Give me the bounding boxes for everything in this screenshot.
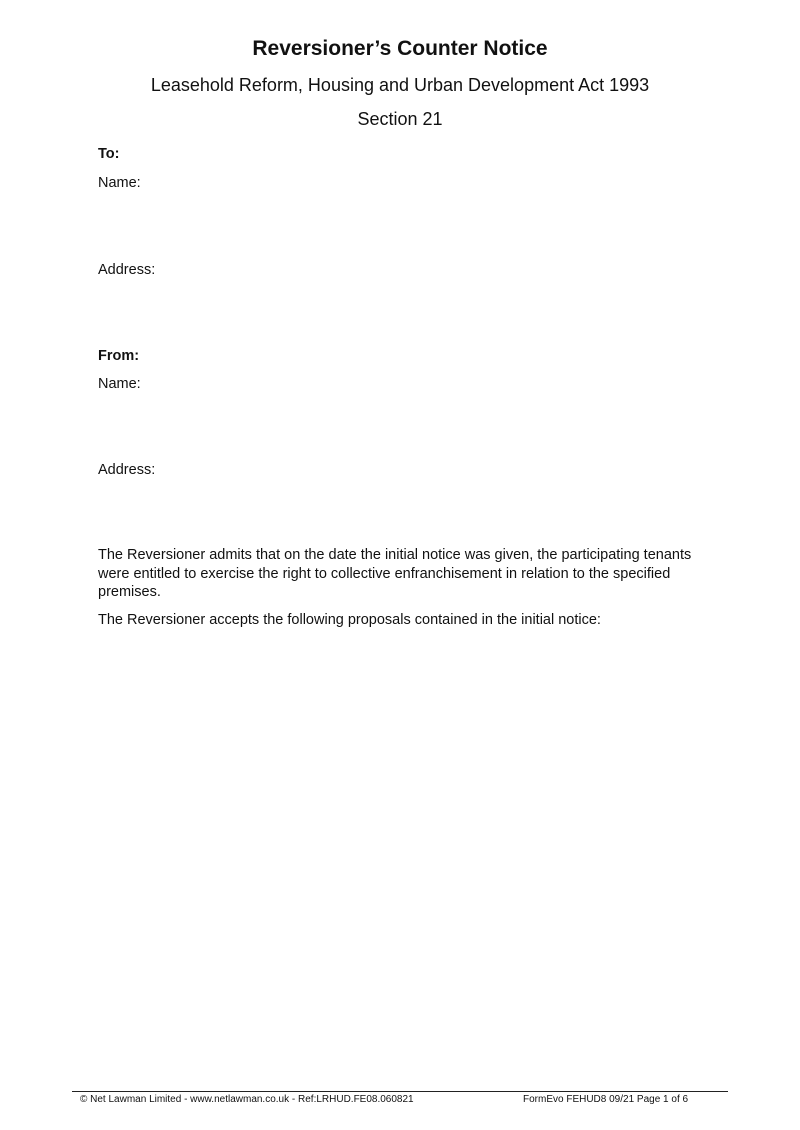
document-subtitle: Leasehold Reform, Housing and Urban Development Act 1993 <box>150 75 650 95</box>
footer-divider <box>72 1091 728 1092</box>
section-number: Section 21 <box>357 109 443 129</box>
to-address-label: Address: <box>98 262 156 278</box>
document-title: Reversioner’s Counter Notice <box>252 37 548 60</box>
acceptance-paragraph: The Reversioner accepts the following proposals contained in the initial notice: <box>98 612 601 628</box>
admission-paragraph: The Reversioner admits that on the date the initial notice was given, the participating tenants were entitled to exercise the right to collective enfranchisement in relation to the specified premises. <box>98 547 692 600</box>
footer-page-info: FormEvo FEHUD8 09/21 Page 1 of 6 <box>523 1094 689 1105</box>
from-address-label: Address: <box>98 462 156 478</box>
footer-copyright: © Net Lawman Limited - www.netlawman.co.uk - Ref:LRHUD.FE08.060821 <box>80 1094 414 1105</box>
to-name-label: Name: <box>98 175 141 191</box>
from-name-label: Name: <box>98 376 141 392</box>
from-heading: From: <box>98 348 140 364</box>
to-heading: To: <box>98 146 120 162</box>
